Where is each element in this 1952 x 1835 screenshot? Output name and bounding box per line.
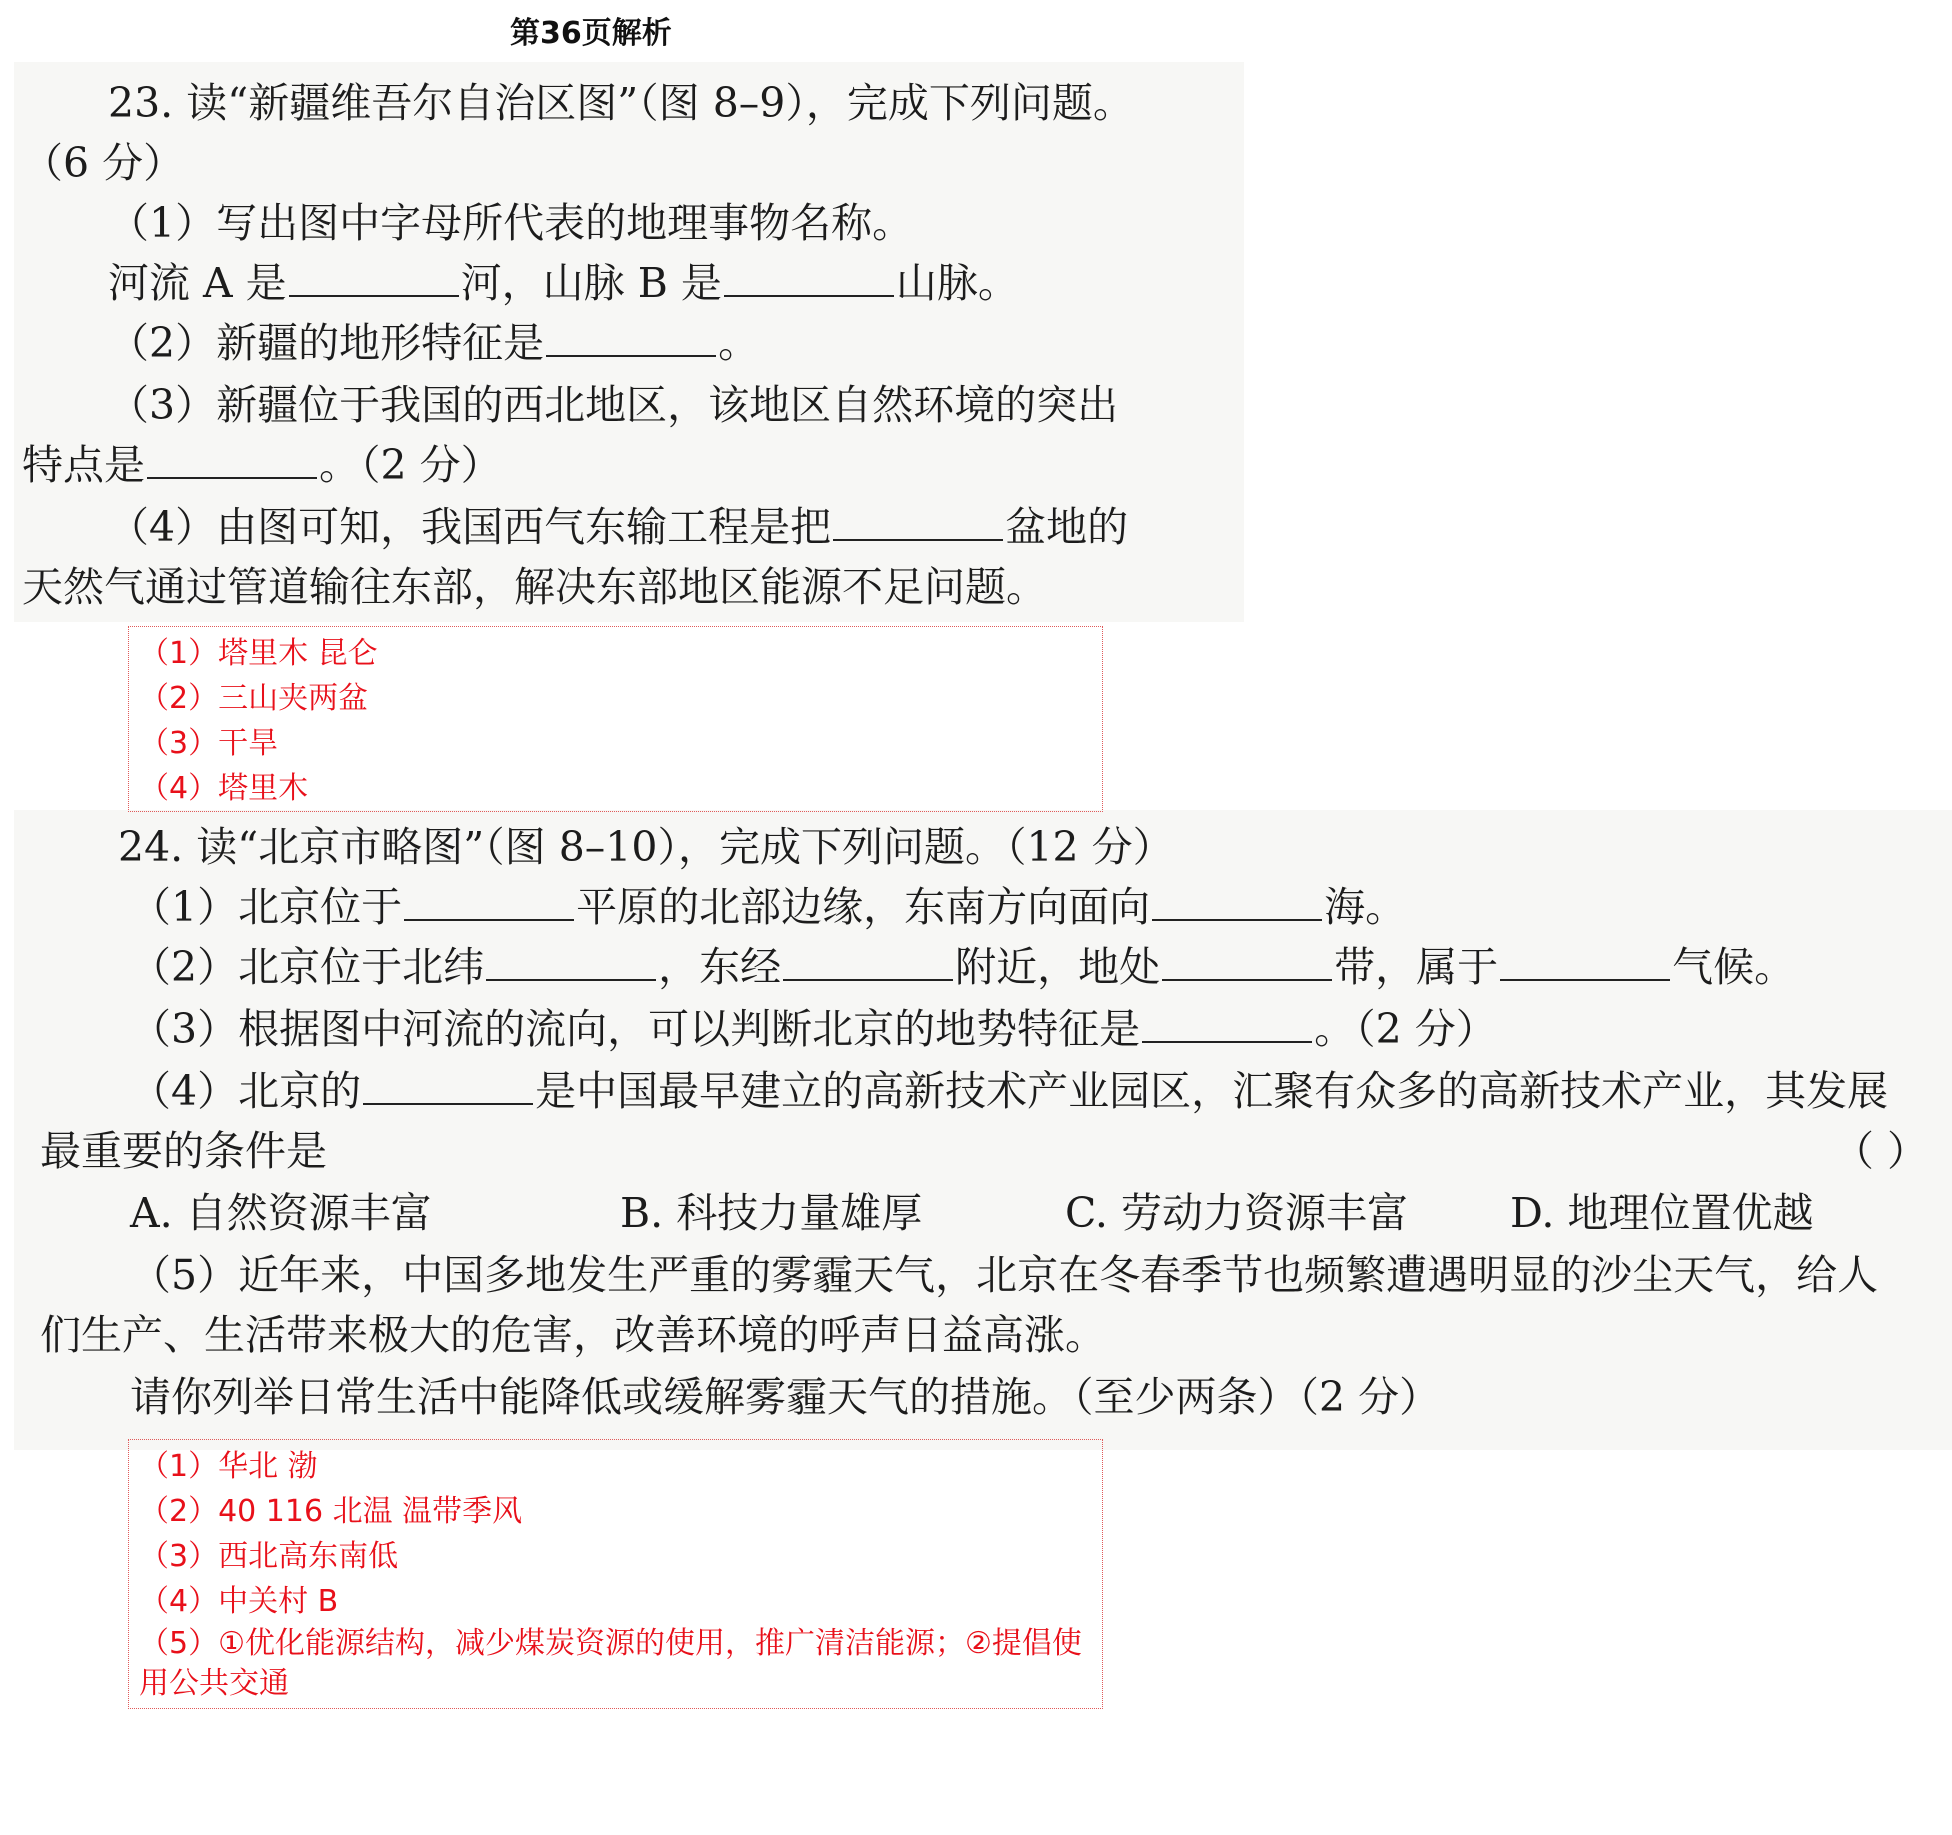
q23-p4-text: （4）由图可知，我国西气东输工程是把 [108,503,832,551]
answer-blank [404,883,574,921]
q24-part2 [130,942,1795,992]
q24-part5-line1: （5）近年来，中国多地发生严重的雾霾天气，北京在冬春季节也频繁遭遇明显的沙尘天气，给人 [130,1251,1879,1299]
q24-answer-5: （5）①优化能源结构，减少煤炭资源的使用，推广清洁能源；②提倡使用公共交通 [139,1626,1082,1701]
q23-p3-end: 。（2 分） [319,441,502,489]
answer-blank [363,1067,533,1105]
q24-answer-4: （4）中关村 B [139,1584,339,1619]
q23-part1-stem: （1）写出图中字母所代表的地理事物名称。 [108,199,914,247]
q23-answer-4: （4）塔里木 [139,771,309,806]
q23-p2-end: 。 [718,319,760,367]
q23-score: （6 分） [22,139,185,187]
q24-p1-text-c: 海。 [1324,883,1407,931]
answer-blank [724,259,894,297]
option-b: B. 科技力量雄厚 [620,1189,923,1237]
q24-p2-text-b: ，东经 [658,943,782,991]
q24-p4-text-b: 是中国最早建立的高新技术产业园区，汇聚有众多的高新技术产业，其发展 [535,1067,1889,1115]
q23-part4-line1 [108,502,1128,552]
q23-p3-text: 特点是 [22,441,145,489]
answer-blank [1162,943,1332,981]
q24-part1 [130,882,1406,932]
answer-blank [1152,883,1322,921]
q24-answer-2: （2）40 116 北温 温带季风 [139,1494,523,1529]
answer-blank [783,943,953,981]
answer-blank [486,943,656,981]
answer-blank [147,441,317,479]
q23-part2 [108,318,759,368]
option-c: C. 劳动力资源丰富 [1065,1189,1408,1237]
answer-blank [1500,943,1670,981]
answer-blank [1142,1005,1312,1043]
q24-answer-box [128,1439,1103,1709]
q24-answer-1: （1）华北 渤 [139,1449,318,1484]
q23-stem: 23. 读“新疆维吾尔自治区图”（图 8–9），完成下列问题。 [108,79,1134,127]
option-d: D. 地理位置优越 [1510,1189,1814,1237]
page-title: 第36页解析 [510,16,672,51]
q23-part3-line2 [22,440,502,490]
q23-part4-line2: 天然气通过管道输往东部，解决东部地区能源不足问题。 [22,563,1047,611]
q23-p1-text-c: 山脉。 [895,259,1019,307]
q24-p4-line2-text: 最重要的条件是 [40,1127,327,1175]
q23-p1-text-a: 河流 A 是 [108,259,287,307]
q24-p2-text-d: 带，属于 [1334,943,1499,991]
q23-p1-text-b: 河，山脉 B 是 [460,259,722,307]
q24-p2-text-e: 气候。 [1672,943,1796,991]
q23-part3-line1: （3）新疆位于我国的西北地区，该地区自然环境的突出 [108,381,1119,429]
answer-blank [833,503,1003,541]
q24-p3-end: 。（2 分） [1314,1005,1497,1053]
answer-blank [289,259,459,297]
q23-answer-box [128,626,1103,812]
q23-answer-3: （3）干旱 [139,726,279,761]
q24-part4-line2 [40,1126,1952,1176]
answer-paren: （ ） [1832,1127,1928,1175]
q24-part5-line3: 请你列举日常生活中能降低或缓解雾霾天气的措施。（至少两条）（2 分） [130,1373,1441,1421]
q23-answer-1: （1）塔里木 昆仑 [139,636,378,671]
q24-p4-text-a: （4）北京的 [130,1067,362,1115]
q23-part1-blanks [108,258,1019,308]
q24-p2-text-c: 附近，地处 [955,943,1161,991]
q23-p4-end: 盆地的 [1005,503,1129,551]
q23-answer-2: （2）三山夹两盆 [139,681,369,716]
q24-p1-text-b: 平原的北部边缘，东南方向面向 [576,883,1151,931]
q24-part3 [130,1004,1497,1054]
q24-stem: 24. 读“北京市略图”（图 8–10），完成下列问题。（12 分） [118,823,1174,871]
q24-answer-3: （3）西北高东南低 [139,1539,399,1574]
q24-p3-text: （3）根据图中河流的流向，可以判断北京的地势特征是 [130,1005,1141,1053]
option-a: A. 自然资源丰富 [130,1189,432,1237]
q23-p2-text: （2）新疆的地形特征是 [108,319,545,367]
q24-part5-line2: 们生产、生活带来极大的危害，改善环境的呼声日益高涨。 [40,1311,1106,1359]
q24-part4-line1 [130,1066,1888,1116]
answer-blank [546,319,716,357]
q24-p1-text-a: （1）北京位于 [130,883,403,931]
q24-options [130,1188,1813,1238]
q24-p2-text-a: （2）北京位于北纬 [130,943,485,991]
